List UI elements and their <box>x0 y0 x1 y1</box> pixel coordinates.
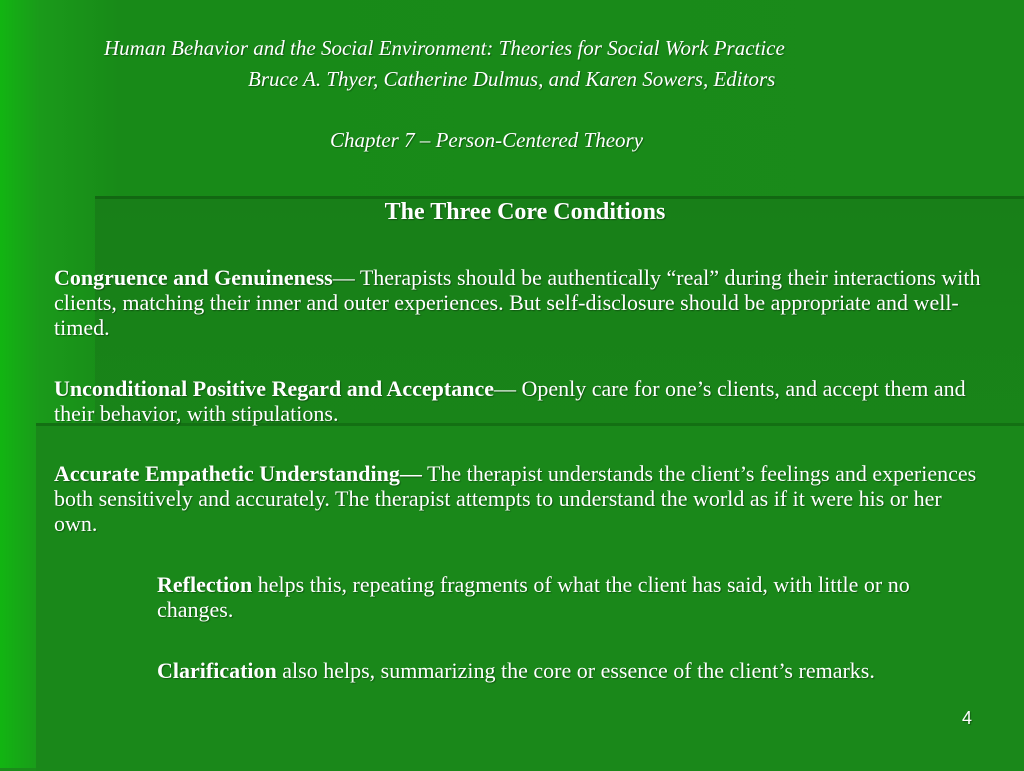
condition-term: Accurate Empathetic Understanding— <box>54 461 422 486</box>
technique-term: Clarification <box>157 658 277 683</box>
book-editors: Bruce A. Thyer, Catherine Dulmus, and Karen Sowers, Editors <box>248 67 776 91</box>
technique-clarification <box>157 658 947 683</box>
technique-term: Reflection <box>157 572 253 597</box>
technique-reflection <box>157 572 947 622</box>
condition-positive-regard <box>54 376 984 426</box>
technique-text: helps this, repeating fragments of what the client has said, with little or no changes. <box>157 572 910 622</box>
chapter-title: Chapter 7 – Person-Centered Theory <box>330 128 644 152</box>
technique-text: also helps, summarizing the core or essence of the client’s remarks. <box>276 658 875 683</box>
slide-title: The Three Core Conditions <box>384 199 666 225</box>
condition-congruence <box>54 265 984 340</box>
book-title: Human Behavior and the Social Environment: Theories for Social Work Practice <box>104 36 785 60</box>
condition-empathy <box>54 461 984 536</box>
condition-term: Unconditional Positive Regard and Acceptance <box>54 376 494 401</box>
condition-term: Congruence and Genuineness <box>54 265 333 290</box>
condition-text: — Openly care for one’s clients, and accept them and their behavior, with stipulations. <box>54 376 966 426</box>
condition-text: — Therapists should be authentically “real” during their interactions with clients, matching their inner and outer experiences. But self-disclosure should be appropriate and well-timed. <box>54 265 981 340</box>
condition-text: The therapist understands the client’s feelings and experiences both sensitively and accurately. The therapist attempts to understand the world as if it were his or her own. <box>54 461 977 536</box>
page-number: 4 <box>962 708 973 728</box>
